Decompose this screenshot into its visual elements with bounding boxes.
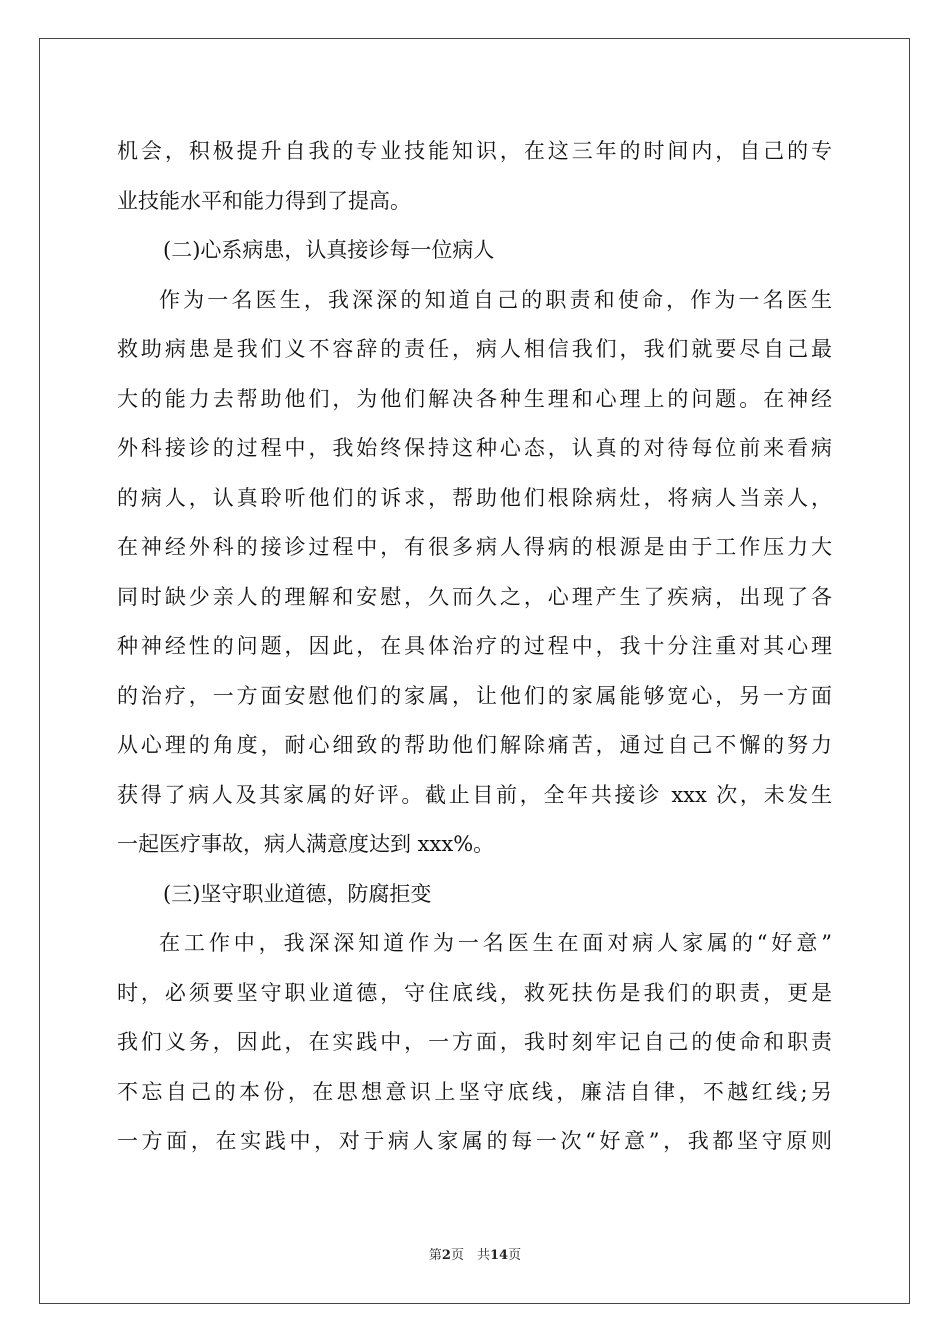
body-line: 一起医疗事故，病人满意度达到 xxx%。 — [117, 832, 495, 856]
section-heading: (三)坚守职业道德，防腐拒变 — [163, 881, 432, 906]
footer-mid: 页 共 — [450, 1248, 490, 1263]
body-line: 我们义务，因此，在实践中，一方面，我时刻牢记自己的使命和职责 — [117, 1030, 832, 1054]
total-pages: 14 — [489, 1248, 509, 1263]
body-line: 从心理的角度，耐心细致的帮助他们解除痛苦，通过自己不懈的努力 — [117, 733, 832, 757]
body-line: 种神经性的问题，因此，在具体治疗的过程中，我十分注重对其心理 — [117, 634, 832, 658]
body-line: 同时缺少亲人的理解和安慰，久而久之，心理产生了疾病，出现了各 — [117, 584, 832, 609]
body-line: 不忘自己的本份，在思想意识上坚守底线，廉洁自律，不越红线;另 — [117, 1079, 832, 1104]
body-line: 在工作中，我深深知道作为一名医生在面对病人家属的“好意” — [159, 931, 832, 955]
page-footer — [0, 1244, 950, 1263]
body-line: 大的能力去帮助他们，为他们解决各种生理和心理上的问题。在神经 — [117, 386, 832, 411]
body-line: 业技能水平和能力得到了提高。 — [117, 188, 411, 213]
footer-prefix: 第 — [428, 1248, 442, 1263]
body-line: 获得了病人及其家属的好评。截止目前，全年共接诊 xxx 次，未发生 — [117, 782, 832, 807]
body-line: 的病人，认真聆听他们的诉求，帮助他们根除病灶，将病人当亲人， — [117, 485, 832, 510]
body-line: 机会，积极提升自我的专业技能知识，在这三年的时间内，自己的专 — [117, 139, 832, 163]
document-body — [117, 127, 832, 1167]
body-line: 在神经外科的接诊过程中，有很多病人得病的根源是由于工作压力大 — [117, 535, 832, 559]
body-line: 一方面，在实践中，对于病人家属的每一次“好意”，我都坚守原则 — [117, 1129, 832, 1153]
body-line: 救助病患是我们义不容辞的责任，病人相信我们，我们就要尽自己最 — [117, 337, 832, 361]
body-line: 外科接诊的过程中，我始终保持这种心态，认真的对待每位前来看病 — [117, 436, 832, 460]
page-number: 2 — [441, 1248, 451, 1263]
footer-suffix: 页 — [508, 1248, 522, 1263]
section-heading: (二)心系病患，认真接诊每一位病人 — [163, 238, 495, 262]
body-line: 作为一名医生，我深深的知道自己的职责和使命，作为一名医生 — [159, 287, 832, 312]
body-line: 时，必须要坚守职业道德，守住底线，救死扶伤是我们的职责，更是 — [117, 980, 832, 1005]
body-line: 的治疗，一方面安慰他们的家属，让他们的家属能够宽心，另一方面 — [117, 683, 832, 708]
